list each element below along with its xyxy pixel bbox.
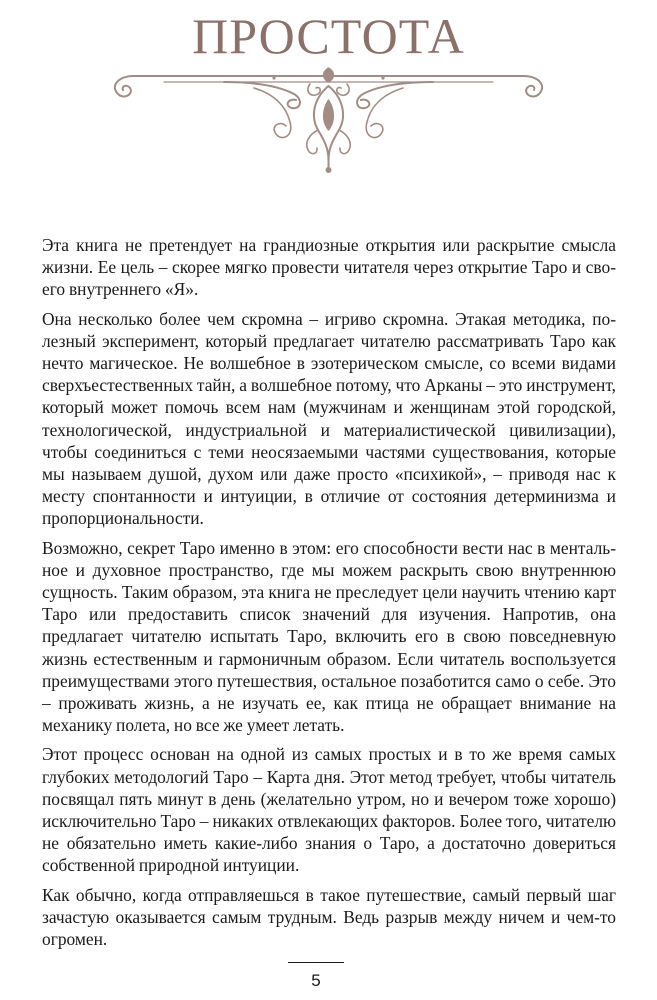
body-text: [42, 234, 616, 957]
chapter-title: ПРОСТОТА: [192, 8, 465, 64]
paragraph: Она несколько более чем скромна – игриво скромна. Этакая методика, полезный эксперимент, который предлагает читателю рассматривать Таро как нечто магическое. Не волшебное в эзотерическом смысле, со всеми видами сверхъестественных тайн, а волшебное потому, что Арканы – это инструмент, который может помочь всем нам (мужчинам и женщинам этой городской, технологической, индустриальной и материалистической цивилизации), чтобы соединиться с теми неосязаемыми частями существования, которые мы называем душой, духом или даже просто «психикой», – приводя нас к месту спонтанности и интуиции, в отличие от состояния детерминизма и пропорциональности.: [42, 308, 616, 529]
page-number: 5: [311, 971, 321, 990]
paragraph: Этот процесс основан на одной из самых простых и в то же время самых глубоких методологий Таро – Карта дня. Этот метод требует, чтобы читатель посвящал пять минут в день (желательно утром, но и вечером тоже хорошо) исключительно Таро – никаких отвлекающих факторов. Более того, читателю не обязательно иметь какие-либо знания о Таро, а достаточно довериться собственной природной интуиции.: [42, 744, 616, 876]
flourish-ornament-icon: [104, 64, 553, 174]
paragraph: Эта книга не претендует на грандиозные открытия или раскрытие смысла жизни. Ее цель – скорее мягко провести читателя через открытие Таро и своего внутреннего «Я».: [42, 235, 616, 300]
footer-divider: [288, 962, 344, 963]
paragraph: Возможно, секрет Таро именно в этом: его способности вести нас в ментальное и духовное пространство, где мы можем раскрыть свою внутреннюю сущность. Таким образом, эта книга не преследует цели научить чтению карт Таро или предоставить список значений для изучения. Напротив, она предлагает читателю испытать Таро, включить его в свою повседневную жизнь естественным и гармоничным образом. Если читатель воспользуется преимуществами этого путешествия, остальное позаботится само о себе. Это – проживать жизнь, а не изучать ее, как птица не обращает внимание на механику полета, но все же умеет летать.: [42, 537, 616, 736]
paragraph: Как обычно, когда отправляешься в такое путешествие, самый первый шаг зачастую оказывается самым трудным. Ведь разрыв между ничем и чем-то огромен.: [42, 884, 616, 950]
